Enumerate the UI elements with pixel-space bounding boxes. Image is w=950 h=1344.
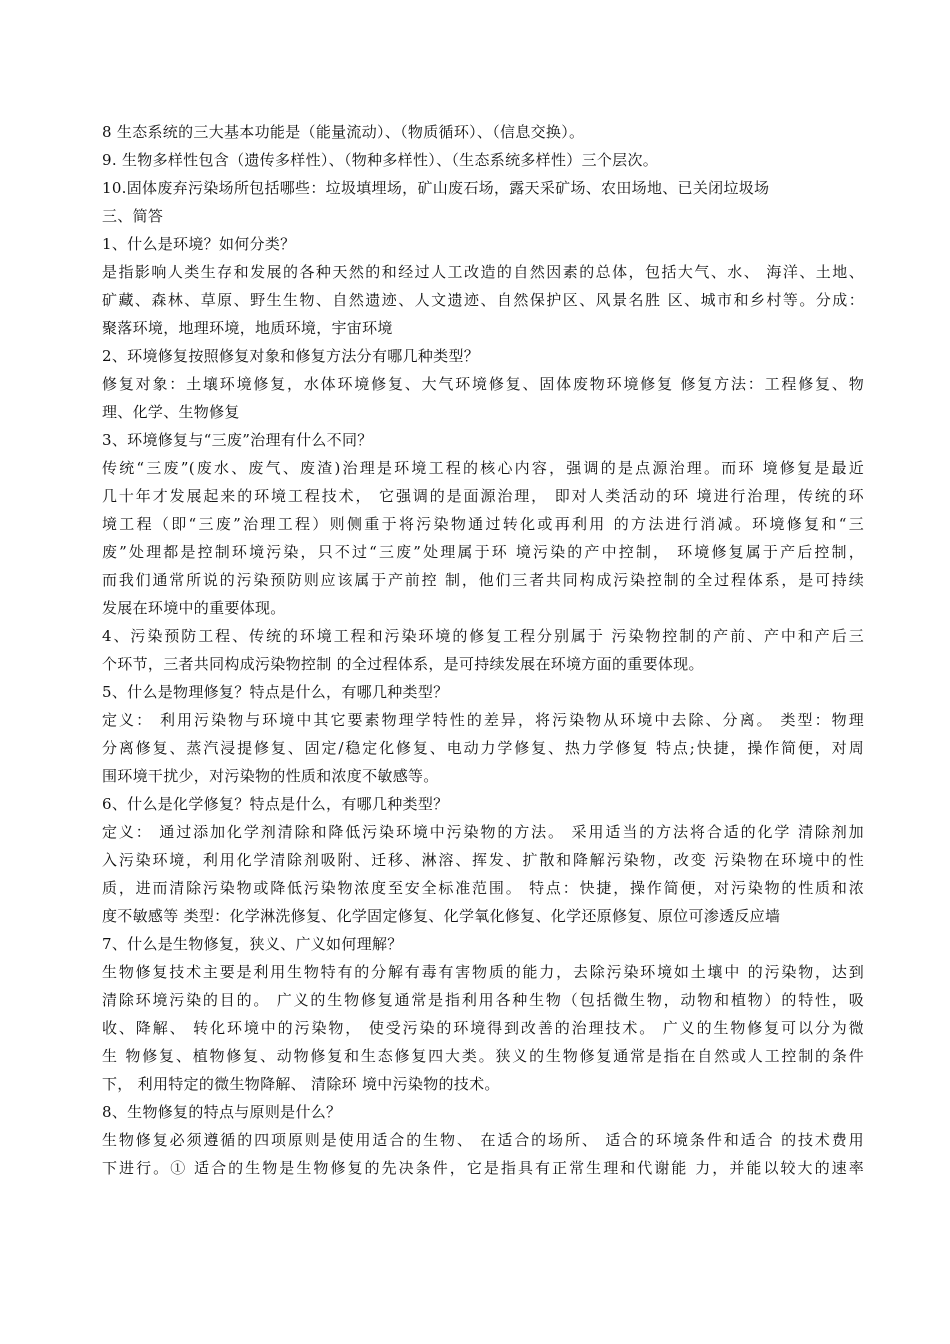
question-1: 1、什么是环境？如何分类？ <box>102 235 296 253</box>
question-7: 7、什么是生物修复，狭义、广义如何理解？ <box>102 935 403 953</box>
question-5: 5、什么是物理修复？特点是什么，有哪几种类型？ <box>102 683 449 701</box>
document-page <box>102 118 864 1182</box>
answer-line: 围环境干扰少，对污染物的性质和浓度不敏感等。 <box>102 767 439 785</box>
question-3: 3、环境修复与“三废”治理有什么不同？ <box>102 431 373 449</box>
answer-line: 废”处理都是控制环境污染，只不过“三废”处理属于环 境污染的产中控制， 环境修复属于产后控制， <box>102 543 864 561</box>
answer-line: 清除环境污染的目的。 广义的生物修复通常是指利用各种生物（包括微生物，动物和植物）的特性，吸 <box>102 991 864 1009</box>
text-line-fill-in-9: 9. 生物多样性包含（遗传多样性）、（物种多样性）、（生态系统多样性）三个层次。 <box>102 151 659 169</box>
text-line-fill-in-8: 8 生态系统的三大基本功能是（能量流动）、（物质循环）、（信息交换）。 <box>102 123 585 141</box>
answer-line: 定义： 通过添加化学剂清除和降低污染环境中污染物的方法。 采用适当的方法将合适的化学 清除剂加 <box>102 823 864 841</box>
question-6: 6、什么是化学修复？特点是什么，有哪几种类型？ <box>102 795 449 813</box>
answer-line: 度不敏感等 类型：化学淋洗修复、化学固定修复、化学氧化修复、化学还原修复、原位可渗透反应墙 <box>102 907 781 925</box>
answer-line: 而我们通常所说的污染预防则应该属于产前控 制，他们三者共同构成污染控制的全过程体系，是可持续 <box>102 571 864 589</box>
text-line-fill-in-10: 10.固体废弃污染场所包括哪些：垃圾填埋场，矿山废石场，露天采矿场、农田场地、已关闭垃圾场 <box>102 179 770 197</box>
answer-line: 入污染环境，利用化学清除剂吸附、迁移、淋溶、挥发、扩散和降解污染物，改变 污染物在环境中的性 <box>102 851 864 869</box>
answer-line: 传统“三废”(废水、废气、废渣)治理是环境工程的核心内容，强调的是点源治理。而环 境修复是最近 <box>102 459 864 477</box>
answer-line: 发展在环境中的重要体现。 <box>102 599 286 617</box>
answer-line: 生 物修复、植物修复、动物修复和生态修复四大类。狭义的生物修复通常是指在自然或人工控制的条件 <box>102 1047 864 1065</box>
answer-line: 聚落环境，地理环境，地质环境，宇宙环境 <box>102 319 393 337</box>
question-8: 8、生物修复的特点与原则是什么？ <box>102 1103 342 1121</box>
answer-line: 理、化学、生物修复 <box>102 403 240 421</box>
section-heading: 三、简答 <box>102 207 164 225</box>
question-4: 4、污染预防工程、传统的环境工程和污染环境的修复工程分别属于 污染物控制的产前、产中和产后三 <box>102 627 864 645</box>
question-2: 2、环境修复按照修复对象和修复方法分有哪几种类型？ <box>102 347 480 365</box>
answer-line: 分离修复、蒸汽浸提修复、固定/稳定化修复、电动力学修复、热力学修复 特点;快捷，操作简便，对周 <box>102 739 864 757</box>
answer-line: 矿藏、森林、草原、野生生物、自然遗迹、人文遗迹、自然保护区、风景名胜 区、城市和乡村等。分成： <box>102 291 864 309</box>
answer-line: 下， 利用特定的微生物降解、 清除环 境中污染物的技术。 <box>102 1075 500 1093</box>
answer-line: 生物修复技术主要是利用生物特有的分解有毒有害物质的能力，去除污染环境如土壤中 的污染物，达到 <box>102 963 864 981</box>
answer-line: 是指影响人类生存和发展的各种天然的和经过人工改造的自然因素的总体，包括大气、水、 海洋、土地、 <box>102 263 864 281</box>
answer-line: 下进行。① 适合的生物是生物修复的先决条件，它是指具有正常生理和代谢能 力，并能以较大的速率 <box>102 1159 864 1177</box>
answer-line: 生物修复必须遵循的四项原则是使用适合的生物、 在适合的场所、 适合的环境条件和适合 的技术费用 <box>102 1131 864 1149</box>
answer-line: 收、降解、 转化环境中的污染物， 使受污染的环境得到改善的治理技术。 广义的生物修复可以分为微 <box>102 1019 864 1037</box>
answer-line: 定义： 利用污染物与环境中其它要素物理学特性的差异，将污染物从环境中去除、分离。 类型：物理 <box>102 711 864 729</box>
answer-line: 质，进而清除污染物或降低污染物浓度至安全标准范围。 特点：快捷，操作简便，对污染物的性质和浓 <box>102 879 864 897</box>
answer-line: 修复对象：土壤环境修复，水体环境修复、大气环境修复、固体废物环境修复 修复方法：工程修复、物 <box>102 375 864 393</box>
answer-line: 个环节，三者共同构成污染物控制 的全过程体系，是可持续发展在环境方面的重要体现。 <box>102 655 704 673</box>
answer-line: 境工程（即“三废”治理工程）则侧重于将污染物通过转化或再利用 的方法进行消减。环境修复和“三 <box>102 515 864 533</box>
answer-line: 几十年才发展起来的环境工程技术， 它强调的是面源治理， 即对人类活动的环 境进行治理，传统的环 <box>102 487 864 505</box>
